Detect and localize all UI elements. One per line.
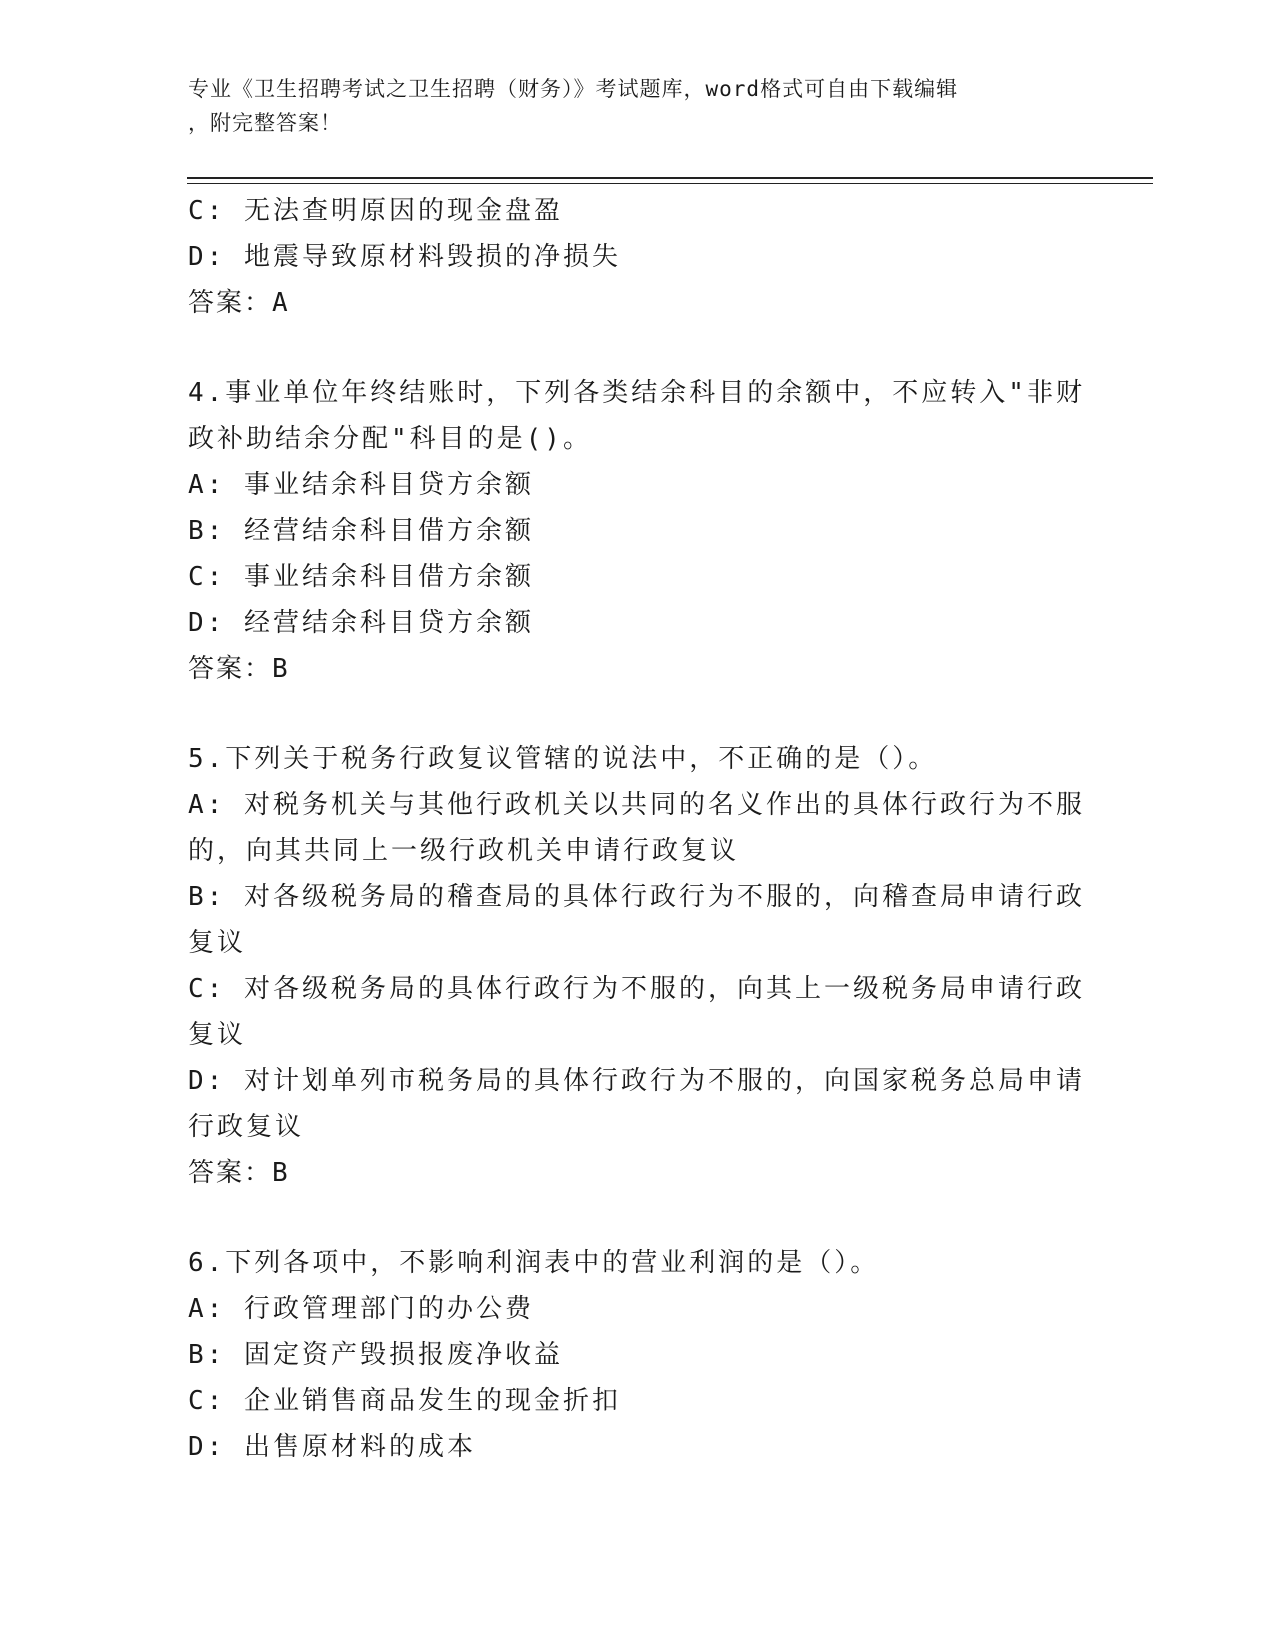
question-3-tail: [188, 188, 1088, 326]
header-divider-thin: [187, 183, 1153, 184]
q5-option-d-line-1: D: 对计划单列市税务局的具体行政行为不服的，向国家税务总局申请: [188, 1066, 1085, 1096]
q6-option-d: D: 出售原材料的成本: [188, 1432, 476, 1462]
q3-answer: 答案：A: [188, 288, 290, 318]
question-6: [188, 1240, 1088, 1470]
q6-option-b: B: 固定资产毁损报废净收益: [188, 1340, 563, 1370]
q4-option-a: A: 事业结余科目贷方余额: [188, 470, 534, 500]
q4-option-b: B: 经营结余科目借方余额: [188, 516, 534, 546]
q5-answer: 答案：B: [188, 1158, 290, 1188]
q5-option-b-line-1: B: 对各级税务局的稽查局的具体行政行为不服的，向稽查局申请行政: [188, 882, 1085, 912]
q5-option-b-line-2: 复议: [188, 928, 247, 958]
q6-stem: 6.下列各项中，不影响利润表中的营业利润的是（）。: [188, 1248, 880, 1278]
q5-option-a-line-1: A: 对税务机关与其他行政机关以共同的名义作出的具体行政行为不服: [188, 790, 1085, 820]
q5-option-c-line-1: C: 对各级税务局的具体行政行为不服的，向其上一级税务局申请行政: [188, 974, 1085, 1004]
spacer: [188, 326, 1088, 370]
q4-stem-line-2: 政补助结余分配"科目的是()。: [188, 424, 592, 454]
question-content: [188, 188, 1088, 1470]
document-header: [188, 72, 1068, 140]
q5-option-d-line-2: 行政复议: [188, 1112, 305, 1142]
question-4: [188, 370, 1088, 692]
header-line-1: 专业《卫生招聘考试之卫生招聘（财务）》考试题库，word格式可自由下载编辑: [188, 77, 959, 101]
q6-option-c: C: 企业销售商品发生的现金折扣: [188, 1386, 621, 1416]
q3-option-c: C: 无法查明原因的现金盘盈: [188, 196, 563, 226]
q5-option-a-line-2: 的，向其共同上一级行政机关申请行政复议: [188, 836, 740, 866]
q3-option-d: D: 地震导致原材料毁损的净损失: [188, 242, 621, 272]
q5-option-c-line-2: 复议: [188, 1020, 247, 1050]
header-divider-thick: [187, 177, 1153, 179]
q4-option-d: D: 经营结余科目贷方余额: [188, 608, 534, 638]
q5-stem: 5.下列关于税务行政复议管辖的说法中，不正确的是（）。: [188, 744, 938, 774]
spacer: [188, 1196, 1088, 1240]
question-5: [188, 736, 1088, 1196]
q4-option-c: C: 事业结余科目借方余额: [188, 562, 534, 592]
q4-answer: 答案：B: [188, 654, 290, 684]
q4-stem-line-1: 4.事业单位年终结账时，下列各类结余科目的余额中，不应转入"非财: [188, 378, 1085, 408]
spacer: [188, 692, 1088, 736]
header-line-2: ，附完整答案！: [188, 111, 342, 135]
q6-option-a: A: 行政管理部门的办公费: [188, 1294, 534, 1324]
